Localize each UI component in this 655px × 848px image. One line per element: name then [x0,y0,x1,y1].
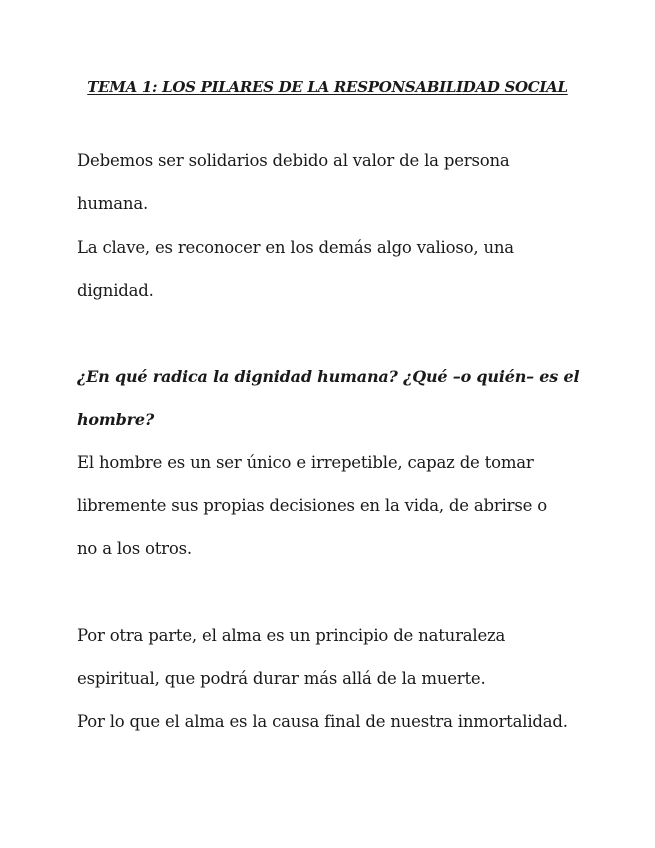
paragraph-line: La clave, es reconocer en los demás algo valioso, una [77,238,514,257]
paragraph-line: Por otra parte, el alma es un principio de naturaleza [77,626,506,645]
paragraph-line: espiritual, que podrá durar más allá de la muerte. [77,669,486,688]
paragraph-line: dignidad. [77,281,154,300]
document-title: TEMA 1: LOS PILARES DE LA RESPONSABILIDAD SOCIAL [87,78,568,96]
paragraph-line: humana. [77,194,149,213]
paragraph-line: no a los otros. [77,539,192,558]
paragraph-line: libremente sus propias decisiones en la vida, de abrirse o [77,496,547,515]
question-line: ¿En qué radica la dignidad humana? ¿Qué –o quién– es el [77,367,580,386]
paragraph-line: Debemos ser solidarios debido al valor de la persona [77,151,510,170]
paragraph-line: El hombre es un ser único e irrepetible, capaz de tomar [77,453,534,472]
question-line: hombre? [77,410,155,429]
paragraph-line: Por lo que el alma es la causa final de nuestra inmortalidad. [77,712,568,731]
